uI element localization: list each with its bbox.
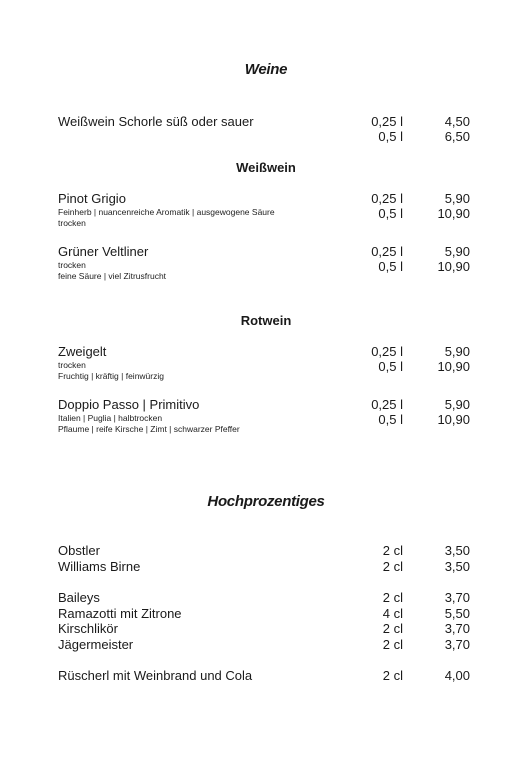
menu-item-pinot-grigio-large	[58, 206, 470, 222]
menu-item-ramazotti	[58, 606, 470, 622]
menu-item-kirschlikoer	[58, 621, 470, 637]
item-volume: 2 cl	[382, 559, 403, 574]
item-name: Jägermeister	[58, 637, 134, 652]
item-volume: 2 cl	[382, 590, 403, 605]
menu-item-schorle-large	[58, 129, 470, 145]
item-price: 6,50	[444, 129, 470, 144]
item-name: Pinot Grigio	[58, 191, 126, 206]
item-name: Ramazotti mit Zitrone	[58, 606, 182, 621]
item-name: Doppio Passo | Primitivo	[58, 397, 200, 412]
item-volume: 0,25 l	[371, 191, 403, 206]
item-volume: 0,5 l	[378, 359, 403, 374]
item-volume: 2 cl	[382, 668, 403, 683]
item-price: 5,90	[444, 244, 470, 259]
item-name: Weißwein Schorle süß oder sauer	[58, 114, 254, 129]
item-volume: 0,5 l	[378, 259, 403, 274]
item-description: feine Säure | viel Zitrusfrucht	[58, 271, 167, 281]
item-name: Williams Birne	[58, 559, 141, 574]
menu-item-obstler	[58, 543, 470, 559]
item-description: trocken	[58, 218, 86, 228]
menu-item-williams-birne	[58, 559, 470, 575]
item-description: Fruchtig | kräftig | feinwürzig	[58, 371, 164, 381]
item-name: Grüner Veltliner	[58, 244, 149, 259]
item-price: 4,50	[444, 114, 470, 129]
menu-item-doppio-passo	[58, 397, 470, 413]
item-price: 10,90	[437, 412, 470, 427]
item-price: 5,50	[444, 606, 470, 621]
item-volume: 0,25 l	[371, 397, 403, 412]
item-price: 3,50	[444, 559, 470, 574]
menu-item-schorle	[58, 114, 470, 130]
item-price: 3,70	[444, 590, 470, 605]
item-description: Pflaume | reife Kirsche | Zimt | schwarzer Pfeffer	[58, 424, 240, 434]
menu-item-rueschers	[58, 668, 470, 684]
item-price: 5,90	[444, 191, 470, 206]
menu-item-zweigelt	[58, 344, 470, 360]
item-price: 3,70	[444, 637, 470, 652]
item-price: 3,50	[444, 543, 470, 558]
item-description: Italien | Puglia | halbtrocken	[58, 413, 163, 423]
item-name: Obstler	[58, 543, 100, 558]
item-price: 10,90	[437, 359, 470, 374]
menu-item-gruener-veltliner	[58, 244, 470, 260]
item-name: Zweigelt	[58, 344, 107, 359]
item-name: Kirschlikör	[58, 621, 118, 636]
item-volume: 0,5 l	[378, 206, 403, 221]
item-volume: 0,5 l	[378, 129, 403, 144]
hochprozentiges-title: Hochprozentiges	[207, 493, 325, 510]
item-price: 5,90	[444, 344, 470, 359]
item-price: 3,70	[444, 621, 470, 636]
item-volume: 2 cl	[382, 637, 403, 652]
item-volume: 0,25 l	[371, 344, 403, 359]
item-description: trocken	[58, 360, 86, 370]
item-description: trocken	[58, 260, 86, 270]
rotwein-heading: Rotwein	[240, 313, 292, 328]
item-volume: 0,25 l	[371, 114, 403, 129]
menu-item-jaegermeister	[58, 637, 470, 653]
item-price: 5,90	[444, 397, 470, 412]
item-volume: 0,5 l	[378, 412, 403, 427]
item-volume: 0,25 l	[371, 244, 403, 259]
weisswein-heading: Weißwein	[236, 160, 296, 175]
item-price: 4,00	[444, 668, 470, 683]
item-name: Baileys	[58, 590, 100, 605]
item-price: 10,90	[437, 206, 470, 221]
item-volume: 2 cl	[382, 543, 403, 558]
menu-item-baileys	[58, 590, 470, 606]
menu-item-pinot-grigio	[58, 191, 470, 207]
weine-title: Weine	[244, 61, 288, 78]
item-volume: 4 cl	[382, 606, 403, 621]
item-name: Rüscherl mit Weinbrand und Cola	[58, 668, 253, 683]
item-description: Feinherb | nuancenreiche Aromatik | ausgewogene Säure	[58, 207, 275, 217]
item-volume: 2 cl	[382, 621, 403, 636]
item-price: 10,90	[437, 259, 470, 274]
